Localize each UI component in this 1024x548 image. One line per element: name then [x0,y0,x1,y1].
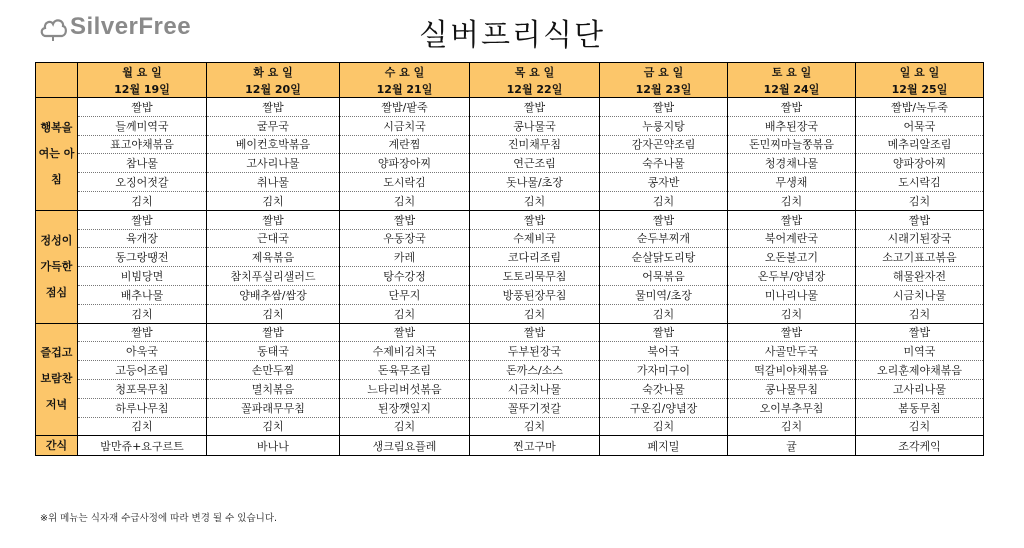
menu-cell: 동그랑땡전 [78,248,207,267]
menu-cell: 떡갈비야채볶음 [728,361,856,380]
menu-cell: 구운김/양념장 [600,398,728,417]
menu-cell: 코다리조림 [470,248,600,267]
menu-cell: 짤밥/팥죽 [340,98,470,117]
menu-cell: 김치 [207,304,340,323]
menu-cell: 시금치나물 [856,285,984,304]
menu-cell: 도시락김 [856,173,984,192]
menu-cell: 김치 [78,191,207,210]
menu-cell: 된장깻잎지 [340,398,470,417]
brand-name: SilverFree [70,13,192,40]
menu-cell: 봄동무침 [856,398,984,417]
menu-cell: 손만두찜 [207,361,340,380]
menu-cell: 청포묵무침 [78,379,207,398]
menu-row [36,417,984,436]
menu-cell: 멸치볶음 [207,379,340,398]
menu-cell: 육개장 [78,229,207,248]
menu-cell: 고사리나물 [856,379,984,398]
menu-cell: 김치 [856,417,984,436]
menu-cell: 배추된장국 [728,116,856,135]
menu-cell: 콩자반 [600,173,728,192]
menu-cell: 하루나무침 [78,398,207,417]
menu-cell: 계란찜 [340,135,470,154]
menu-cell: 해물완자전 [856,267,984,286]
page-title: 실버프리식단 [419,18,605,53]
menu-cell: 양파장아찌 [340,154,470,173]
menu-cell: 방풍된장무침 [470,285,600,304]
snack-cell: 생크림요플레 [340,436,470,456]
menu-cell: 두부된장국 [470,342,600,361]
menu-cell: 도시락김 [340,173,470,192]
menu-cell: 김치 [207,417,340,436]
menu-cell: 고등어조림 [78,361,207,380]
menu-cell: 오돈불고기 [728,248,856,267]
snack-row [36,436,984,456]
menu-cell: 짤밥 [78,210,207,229]
menu-cell: 느타리버섯볶음 [340,379,470,398]
snack-label: 간식 [36,436,78,456]
menu-cell: 탕수강정 [340,267,470,286]
day-name-0: 월 요 일 [78,63,207,81]
menu-cell: 김치 [728,417,856,436]
menu-cell: 짤밥 [856,210,984,229]
menu-cell: 김치 [856,304,984,323]
menu-cell: 짤밥 [78,98,207,117]
menu-cell: 들께미역국 [78,116,207,135]
menu-cell: 짤밥 [78,323,207,342]
menu-row [36,248,984,267]
menu-cell: 돈까스/소스 [470,361,600,380]
menu-cell: 김치 [340,417,470,436]
snack-cell: 밤만쥬+요구르트 [78,436,207,456]
menu-cell: 온두부/양념장 [728,267,856,286]
menu-cell: 짤밥 [600,323,728,342]
menu-cell: 짤밥 [470,210,600,229]
meal-label-1: 정성이 가득한 점심 [36,210,78,323]
menu-cell: 아욱국 [78,342,207,361]
menu-row [36,361,984,380]
menu-cell: 짤밥 [728,210,856,229]
menu-cell: 김치 [600,304,728,323]
menu-cell: 표고야채볶음 [78,135,207,154]
menu-cell: 청경채나물 [728,154,856,173]
menu-row [36,173,984,192]
day-date-3: 12월 22일 [470,80,600,98]
menu-row [36,323,984,342]
menu-cell: 북어계란국 [728,229,856,248]
menu-cell: 수제비국 [470,229,600,248]
menu-cell: 메추리알조림 [856,135,984,154]
menu-cell: 김치 [207,191,340,210]
menu-cell: 콩나물무침 [728,379,856,398]
menu-cell: 콩나물국 [470,116,600,135]
menu-cell: 짤밥 [207,210,340,229]
menu-row [36,98,984,117]
day-name-5: 토 요 일 [728,63,856,81]
menu-cell: 굴무국 [207,116,340,135]
menu-cell: 어묵볶음 [600,267,728,286]
day-date-6: 12월 25일 [856,80,984,98]
menu-cell: 제육볶음 [207,248,340,267]
menu-cell: 짤밥/녹두죽 [856,98,984,117]
day-date-4: 12월 23일 [600,80,728,98]
menu-cell: 짤밥 [207,323,340,342]
menu-row [36,267,984,286]
menu-row [36,135,984,154]
day-name-4: 금 요 일 [600,63,728,81]
menu-cell: 짤밥 [600,210,728,229]
menu-cell: 순두부찌개 [600,229,728,248]
menu-cell: 김치 [78,304,207,323]
snack-cell: 귤 [728,436,856,456]
menu-cell: 미나리나물 [728,285,856,304]
menu-cell: 짤밥 [340,323,470,342]
menu-cell: 김치 [600,191,728,210]
day-name-1: 화 요 일 [207,63,340,81]
menu-cell: 진미채무침 [470,135,600,154]
menu-cell: 양파장아찌 [856,154,984,173]
menu-cell: 오리훈제야채볶음 [856,361,984,380]
menu-cell: 김치 [856,191,984,210]
menu-cell: 김치 [470,417,600,436]
menu-cell: 시금치국 [340,116,470,135]
menu-cell: 김치 [470,191,600,210]
meal-label-0: 행복을 여는 아침 [36,98,78,211]
footnote: ※위 메뉴는 식자재 수급사정에 따라 변경 될 수 있습니다. [40,513,278,524]
weekly-menu-table [35,62,984,456]
menu-cell: 감자곤약조림 [600,135,728,154]
menu-cell: 짤밥 [470,323,600,342]
menu-cell: 카레 [340,248,470,267]
day-name-3: 목 요 일 [470,63,600,81]
menu-cell: 고사리나물 [207,154,340,173]
menu-row [36,285,984,304]
menu-cell: 베이컨호박볶음 [207,135,340,154]
menu-row [36,304,984,323]
menu-cell: 무생채 [728,173,856,192]
menu-cell: 돈민찌마늘쫑볶음 [728,135,856,154]
menu-cell: 시금치나물 [470,379,600,398]
menu-cell: 김치 [340,304,470,323]
menu-cell: 연근조림 [470,154,600,173]
snack-cell: 바나나 [207,436,340,456]
menu-cell: 누룽지탕 [600,116,728,135]
menu-cell: 김치 [728,191,856,210]
menu-cell: 오징어젓갈 [78,173,207,192]
snack-cell: 조각케익 [856,436,984,456]
menu-row [36,398,984,417]
day-name-2: 수 요 일 [340,63,470,81]
menu-cell: 물미역/초장 [600,285,728,304]
menu-cell: 짤밥 [856,323,984,342]
menu-row [36,379,984,398]
day-date-1: 12월 20일 [207,80,340,98]
menu-cell: 단무지 [340,285,470,304]
menu-row [36,210,984,229]
menu-cell: 꼴파래무무침 [207,398,340,417]
day-name-6: 일 요 일 [856,63,984,81]
menu-row [36,116,984,135]
menu-row [36,154,984,173]
menu-cell: 어묵국 [856,116,984,135]
menu-cell: 짤밥 [728,323,856,342]
menu-cell: 미역국 [856,342,984,361]
menu-cell: 참치푸실리샐러드 [207,267,340,286]
menu-cell: 김치 [470,304,600,323]
menu-cell: 오이부추무침 [728,398,856,417]
menu-cell: 우동장국 [340,229,470,248]
menu-cell: 가자미구이 [600,361,728,380]
day-date-2: 12월 21일 [340,80,470,98]
menu-cell: 순살닭도리탕 [600,248,728,267]
menu-cell: 양배추쌈/쌈장 [207,285,340,304]
menu-cell: 소고기표고볶음 [856,248,984,267]
menu-row [36,191,984,210]
menu-cell: 비빔당면 [78,267,207,286]
menu-cell: 꼴뚜기젓갈 [470,398,600,417]
menu-cell: 짤밥 [470,98,600,117]
menu-cell: 돗나물/초장 [470,173,600,192]
menu-cell: 짤밥 [340,210,470,229]
menu-cell: 짤밥 [728,98,856,117]
menu-cell: 김치 [600,417,728,436]
menu-cell: 사골만두국 [728,342,856,361]
menu-cell: 숙갓나물 [600,379,728,398]
menu-cell: 근대국 [207,229,340,248]
header-corner-cell [36,63,78,98]
menu-row [36,342,984,361]
menu-cell: 참나물 [78,154,207,173]
snack-cell: 페지밀 [600,436,728,456]
menu-cell: 배추나물 [78,285,207,304]
menu-cell: 취나물 [207,173,340,192]
day-date-5: 12월 24일 [728,80,856,98]
menu-cell: 짤밥 [600,98,728,117]
menu-cell: 시래기된장국 [856,229,984,248]
menu-cell: 짤밥 [207,98,340,117]
menu-cell: 김치 [340,191,470,210]
menu-cell: 김치 [728,304,856,323]
menu-cell: 도토리묵무침 [470,267,600,286]
menu-cell: 북어국 [600,342,728,361]
menu-cell: 수제비김치국 [340,342,470,361]
snack-cell: 찐고구마 [470,436,600,456]
menu-cell: 돈육무조림 [340,361,470,380]
menu-cell: 동태국 [207,342,340,361]
menu-row [36,229,984,248]
day-date-0: 12월 19일 [78,80,207,98]
menu-cell: 숙주나물 [600,154,728,173]
meal-label-2: 즐겁고 보람찬 저녁 [36,323,78,436]
menu-cell: 김치 [78,417,207,436]
